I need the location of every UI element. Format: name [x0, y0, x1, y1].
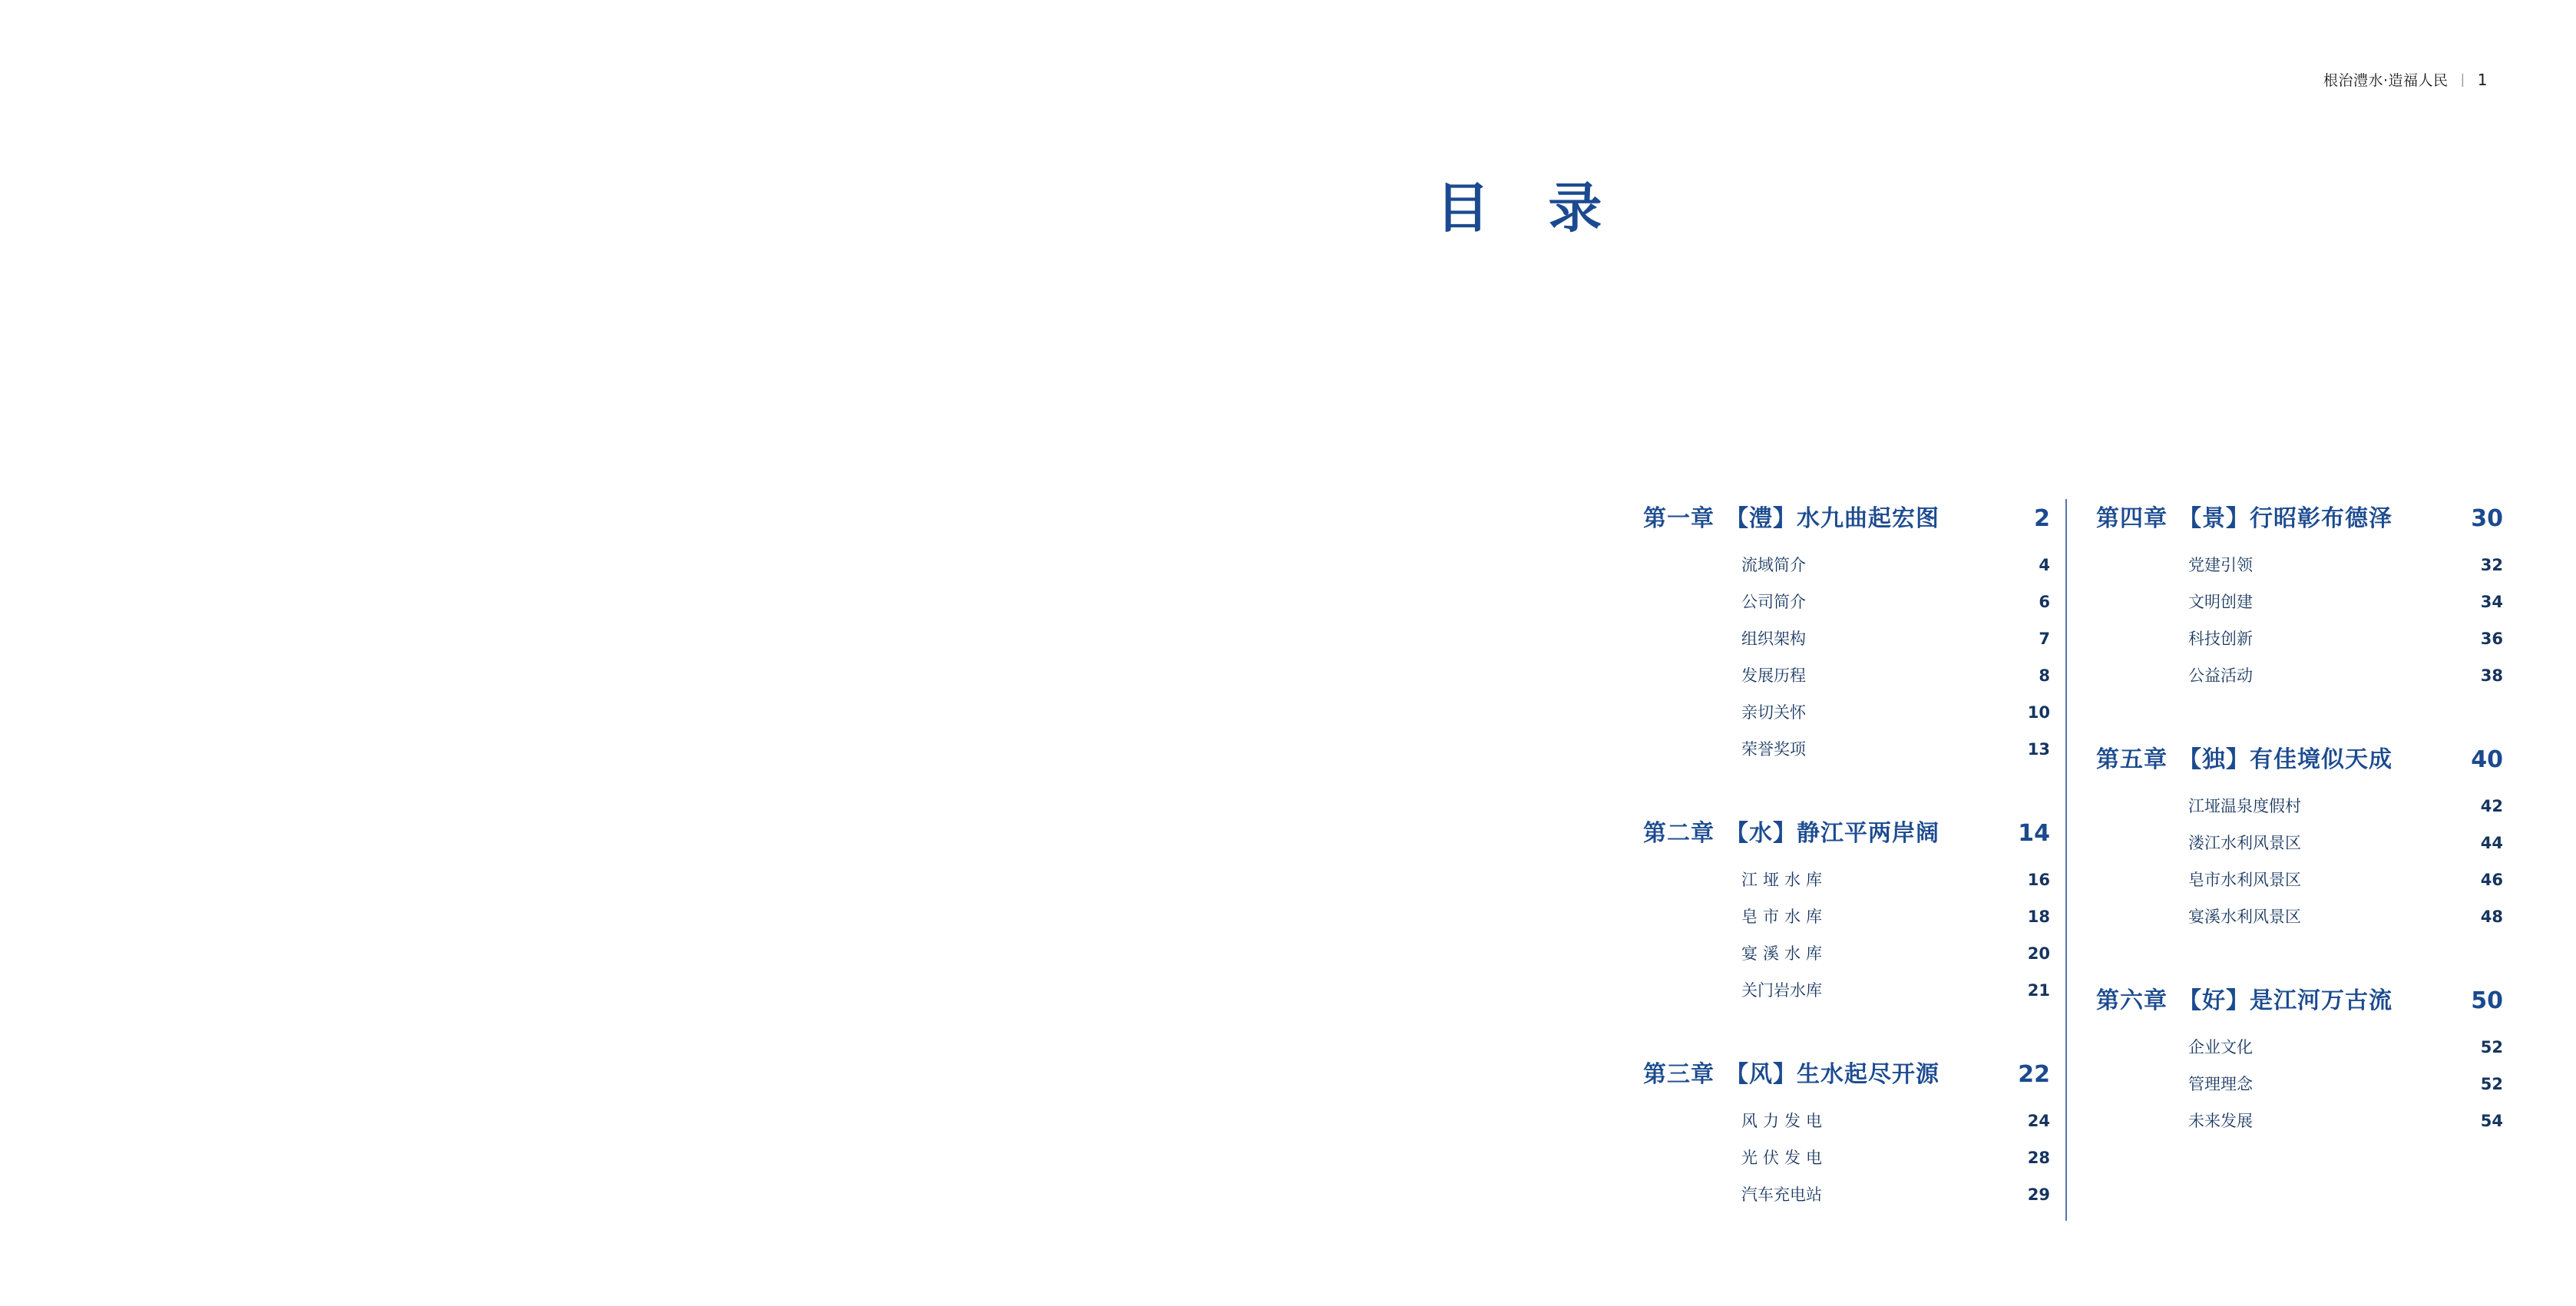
toc-entry[interactable]	[1741, 700, 2050, 723]
toc-entry[interactable]	[2188, 904, 2503, 927]
toc-entry[interactable]	[2188, 663, 2503, 686]
chapter-number: 第五章	[2096, 746, 2168, 773]
toc-entry[interactable]	[1741, 978, 2050, 1001]
chapter-title: 【水】静江平两岸阔	[1725, 820, 1939, 847]
toc-column-right	[2050, 499, 2503, 1219]
toc-entry-label: 发展历程	[1741, 666, 1806, 685]
toc-entry-label: 皂市水库	[1741, 908, 1827, 926]
toc-entry-label: 文明创建	[2188, 593, 2253, 611]
chapter-entry-list	[2096, 794, 2503, 927]
toc-entry[interactable]	[1741, 627, 2050, 650]
toc-entry-label: 企业文化	[2188, 1038, 2253, 1056]
toc-entry-page-number: 52	[2480, 1038, 2503, 1056]
chapter-title: 【澧】水九曲起宏图	[1725, 505, 1939, 532]
chapter-page-number: 2	[2034, 505, 2050, 532]
chapter-number: 第一章	[1643, 505, 1715, 532]
chapter-entry-list	[1643, 868, 2050, 1001]
running-head-text: 根治澧水·造福人民	[2323, 72, 2449, 89]
chapter-title: 【风】生水起尽开源	[1725, 1061, 1939, 1088]
chapter-entry-list	[1643, 553, 2050, 760]
chapter-title: 【景】行昭彰布德泽	[2178, 505, 2392, 532]
page-title: 目 录	[1436, 177, 1622, 240]
running-head	[2323, 69, 2488, 90]
toc-entry-label: 宴溪水库	[1741, 944, 1827, 963]
toc-entry[interactable]	[2188, 627, 2503, 650]
toc-entry[interactable]	[2188, 831, 2503, 854]
toc-entry[interactable]	[1741, 663, 2050, 686]
toc-column-left	[1643, 499, 2050, 1219]
chapter-heading[interactable]	[1643, 499, 2050, 533]
running-head-separator: |	[2460, 71, 2465, 88]
chapter-number: 第三章	[1643, 1061, 1715, 1088]
toc-entry-label: 科技创新	[2188, 630, 2253, 648]
toc-entry-label: 风力发电	[1741, 1112, 1827, 1130]
toc-entry-label: 溇江水利风景区	[2188, 834, 2301, 852]
toc-entry-label: 皂市水利风景区	[2188, 871, 2301, 889]
toc-entry-page-number: 54	[2480, 1112, 2503, 1130]
toc-entry[interactable]	[2188, 553, 2503, 576]
toc-entry-label: 管理理念	[2188, 1075, 2253, 1093]
chapter-heading[interactable]	[1643, 814, 2050, 848]
chapter-number: 第四章	[2096, 505, 2168, 532]
toc-entry-label: 荣誉奖项	[1741, 740, 1806, 759]
chapter-title: 【好】是江河万古流	[2178, 987, 2392, 1014]
toc-entry[interactable]	[2188, 1035, 2503, 1058]
toc-entry-page-number: 34	[2480, 593, 2503, 611]
toc-entry[interactable]	[1741, 1109, 2050, 1132]
toc-entry-page-number: 4	[2039, 556, 2050, 574]
toc-entry[interactable]	[1741, 904, 2050, 927]
toc-entry-page-number: 48	[2480, 908, 2503, 926]
toc-entry-page-number: 21	[2027, 981, 2050, 1000]
toc-entry-page-number: 28	[2027, 1149, 2050, 1167]
chapter-heading[interactable]	[2096, 740, 2503, 774]
toc-entry-page-number: 13	[2027, 740, 2050, 759]
toc-entry[interactable]	[1741, 737, 2050, 760]
toc-entry-label: 组织架构	[1741, 630, 1806, 648]
chapter-page-number: 22	[2018, 1061, 2050, 1088]
chapter-entry-list	[2096, 553, 2503, 686]
chapter-entry-list	[1643, 1109, 2050, 1205]
toc-entry[interactable]	[2188, 794, 2503, 817]
toc-entry-page-number: 42	[2480, 797, 2503, 815]
chapter-heading[interactable]	[2096, 981, 2503, 1015]
toc-entry[interactable]	[1741, 1182, 2050, 1205]
toc-chapter[interactable]	[2096, 981, 2503, 1132]
chapter-heading[interactable]	[2096, 499, 2503, 533]
toc-entry-page-number: 6	[2039, 593, 2050, 611]
toc-entry-page-number: 32	[2480, 556, 2503, 574]
chapter-page-number: 30	[2471, 505, 2503, 532]
toc-entry-label: 江垭水库	[1741, 871, 1827, 889]
toc-entry[interactable]	[1741, 590, 2050, 613]
toc-entry[interactable]	[2188, 590, 2503, 613]
toc-entry[interactable]	[2188, 1109, 2503, 1132]
toc-entry-label: 亲切关怀	[1741, 703, 1806, 722]
toc-chapter[interactable]	[1643, 814, 2050, 1001]
toc-entry-page-number: 16	[2027, 871, 2050, 889]
toc-entry-label: 公司简介	[1741, 593, 1806, 611]
chapter-number: 第二章	[1643, 820, 1715, 847]
toc-chapter[interactable]	[1643, 499, 2050, 760]
toc-entry[interactable]	[1741, 553, 2050, 576]
toc-entry[interactable]	[2188, 1072, 2503, 1095]
toc-chapter[interactable]	[2096, 499, 2503, 686]
toc-columns	[1643, 499, 2503, 1219]
toc-entry-label: 关门岩水库	[1741, 981, 1822, 1000]
toc-entry-page-number: 10	[2027, 703, 2050, 722]
toc-entry-label: 江垭温泉度假村	[2188, 797, 2301, 815]
toc-entry-label: 光伏发电	[1741, 1149, 1827, 1167]
toc-entry-page-number: 46	[2480, 871, 2503, 889]
chapter-entry-list	[2096, 1035, 2503, 1132]
toc-entry-page-number: 24	[2027, 1112, 2050, 1130]
toc-entry-page-number: 8	[2039, 666, 2050, 685]
toc-entry-label: 流域简介	[1741, 556, 1806, 574]
chapter-title: 【独】有佳境似天成	[2178, 746, 2392, 773]
chapter-page-number: 50	[2471, 987, 2503, 1014]
toc-entry-page-number: 29	[2027, 1185, 2050, 1204]
toc-entry-page-number: 36	[2480, 630, 2503, 648]
toc-entry-page-number: 38	[2480, 666, 2503, 685]
chapter-page-number: 40	[2471, 746, 2503, 773]
toc-entry-label: 公益活动	[2188, 666, 2253, 685]
toc-entry-page-number: 52	[2480, 1075, 2503, 1093]
toc-entry-label: 未来发展	[2188, 1112, 2253, 1130]
toc-chapter[interactable]	[1643, 1055, 2050, 1205]
toc-entry[interactable]	[1741, 868, 2050, 891]
toc-entry[interactable]	[1741, 941, 2050, 964]
toc-entry-label: 汽车充电站	[1741, 1185, 1822, 1204]
toc-entry-label: 宴溪水利风景区	[2188, 908, 2301, 926]
chapter-heading[interactable]	[1643, 1055, 2050, 1089]
toc-chapter[interactable]	[2096, 740, 2503, 927]
toc-entry[interactable]	[1741, 1146, 2050, 1169]
toc-entry-label: 党建引领	[2188, 556, 2253, 574]
toc-entry-page-number: 20	[2027, 944, 2050, 963]
toc-entry-page-number: 18	[2027, 908, 2050, 926]
toc-entry-page-number: 44	[2480, 834, 2503, 852]
chapter-page-number: 14	[2018, 820, 2050, 847]
running-head-page-number: 1	[2477, 70, 2488, 89]
toc-entry-page-number: 7	[2039, 630, 2050, 648]
toc-entry[interactable]	[2188, 868, 2503, 891]
chapter-number: 第六章	[2096, 987, 2168, 1014]
